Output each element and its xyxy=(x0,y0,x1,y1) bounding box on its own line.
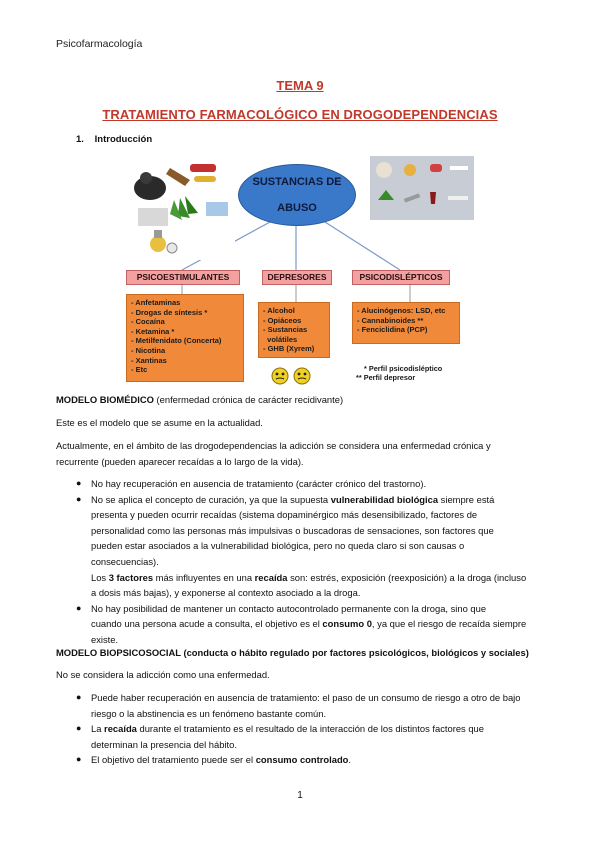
biopsicosocial-paragraph-1: No se considera la adicción como una enfermedad. xyxy=(56,669,270,680)
list-item: - Cannabinoides ** xyxy=(357,315,424,325)
footnote-depresor: ** Perfil depresor xyxy=(356,373,416,382)
list-item: - Drogas de síntesis * xyxy=(131,307,208,317)
text-segment: cuando una persona acude a consulta, el objetivo es el xyxy=(91,618,323,630)
category-psicoestimulantes: PSICOESTIMULANTES xyxy=(126,270,240,285)
list-item: - Alcohol xyxy=(263,306,295,315)
bullet-icon: ● xyxy=(76,723,82,734)
bullet-icon: ● xyxy=(76,493,82,504)
section-label: Introducción xyxy=(94,134,153,145)
box-psicodislepticos xyxy=(352,302,460,344)
text-segment: Los xyxy=(91,571,109,583)
text-line: riesgo o la abstinencia es un fenómeno bastante común. xyxy=(91,707,327,719)
list-item: - Sustancias xyxy=(263,325,308,335)
biomedico-paragraph-2 xyxy=(56,438,491,469)
list-item: - Alucinógenos: LSD, etc xyxy=(357,306,446,315)
list-item: - Opiáceos xyxy=(263,315,302,325)
list-item: - Nicotina xyxy=(131,345,166,355)
substances-diagram xyxy=(120,152,480,388)
text-segment: El objetivo del tratamiento puede ser el xyxy=(91,754,256,766)
text-segment: vulnerabilidad biológica xyxy=(330,493,439,505)
text-segment: consumo 0 xyxy=(322,618,372,630)
box-depresores xyxy=(258,302,330,358)
list-item: - Fenciclidina (PCP) xyxy=(357,325,428,335)
section-number: 1. xyxy=(76,134,84,145)
page-number: 1 xyxy=(297,790,303,801)
heading-rest: (enfermedad crónica de carácter recidivante) xyxy=(153,394,344,405)
list-item: - Xantinas xyxy=(131,355,167,365)
text-segment: . xyxy=(348,754,352,766)
bullet-icon: ● xyxy=(76,602,82,613)
list-item: - Etc xyxy=(131,365,148,375)
heading-bold: MODELO BIOPSICOSOCIAL xyxy=(56,647,181,658)
list-item xyxy=(76,476,546,492)
text-segment: 3 factores xyxy=(108,571,154,583)
bullet-icon: ● xyxy=(76,692,82,702)
text-segment: La xyxy=(91,723,105,735)
text-segment: recaída xyxy=(104,723,137,735)
list-item xyxy=(76,752,546,768)
text-segment: consumo controlado xyxy=(255,754,349,766)
biomedico-bullet-list xyxy=(76,476,546,648)
list-item: - Metilfenidato (Concerta) xyxy=(131,336,222,346)
biopsicosocial-heading xyxy=(56,645,529,661)
drugs-collage-image xyxy=(130,158,235,260)
bullet-text: No hay recuperación en ausencia de tratamiento (carácter crónico del trastorno). xyxy=(91,478,427,489)
center-node: SUSTANCIAS DE ABUSO xyxy=(238,164,356,226)
text-line: Puede haber recuperación en ausencia de tratamiento: el paso de un consumo de riesgo a otro de bajo xyxy=(91,692,521,703)
bullet-icon: ● xyxy=(76,478,82,488)
text-line: pueden estar asociados a la vulnerabilidad biológica, pero no queda claro si son causas o xyxy=(91,540,465,552)
heading-bold: MODELO BIOMÉDICO xyxy=(56,394,154,405)
list-item: - Cocaína xyxy=(131,317,165,327)
list-item xyxy=(76,721,546,752)
text-line: consecuencias). xyxy=(91,555,159,567)
category-psicodislepticos: PSICODISLÉPTICOS xyxy=(352,270,450,285)
list-item: - Ketamina * xyxy=(131,326,175,336)
text-segment: No se aplica el concepto de curación, ya que la supuesta xyxy=(91,493,331,505)
section-heading xyxy=(76,134,152,145)
text-segment: más influyentes en una xyxy=(153,571,255,583)
list-item: volátiles xyxy=(263,334,298,344)
text-line: recurrente (pueden aparecer recaídas a lo largo de la vida). xyxy=(56,455,304,467)
text-segment: siempre está xyxy=(438,493,495,505)
list-item xyxy=(76,601,546,648)
heading-rest: (conducta o hábito regulado por factores psicológicos, biológicos y sociales) xyxy=(180,647,529,658)
chapter-title: TRATAMIENTO FARMACOLÓGICO EN DROGODEPENDENCIAS xyxy=(102,107,498,122)
text-line: personalidad como las personas más impulsivas o buscadoras de sensaciones, son factores que xyxy=(91,524,494,536)
list-item xyxy=(76,690,546,721)
text-line: existe. xyxy=(91,633,119,645)
category-depresores: DEPRESORES xyxy=(262,270,332,285)
text-line: presenta y pueden ocurrir recaídas (sistema dopaminérgico más desensibilizado, factores de xyxy=(91,509,478,521)
biomedico-paragraph-1: Este es el modelo que se asume en la actualidad. xyxy=(56,417,263,428)
biopsicosocial-bullet-list xyxy=(76,690,546,768)
text-segment: recaída xyxy=(254,571,288,583)
text-line: Actualmente, en el ámbito de las drogodependencias la adicción se considera una enfermedad crónica y xyxy=(56,440,491,451)
list-item xyxy=(76,492,546,601)
drugs-photo-grid xyxy=(370,156,474,220)
list-item: - Anfetaminas xyxy=(131,298,181,307)
text-segment: , ya que el riesgo de recaída siempre xyxy=(371,618,527,630)
text-line: No hay posibilidad de mantener un contacto autocontrolado permanente con la droga, sino que xyxy=(91,602,487,614)
chapter-number: TEMA 9 xyxy=(276,78,324,93)
box-psicoestimulantes xyxy=(126,294,244,382)
biomedico-heading xyxy=(56,392,343,408)
text-line: determinan la presencia del hábito. xyxy=(91,738,237,750)
bullet-icon: ● xyxy=(76,754,82,765)
text-segment: durante el tratamiento es el resultado de la interacción de los distintos factores que xyxy=(136,723,484,735)
running-header: Psicofarmacología xyxy=(56,38,143,50)
text-line: a dosis más bajas), y exponerse al contexto asociado a la droga. xyxy=(91,587,361,599)
footnote-psicodisleptico: * Perfil psicodisléptico xyxy=(364,364,443,373)
list-item: - GHB (Xyrem) xyxy=(263,344,315,354)
emoji-faces-image xyxy=(270,366,320,386)
text-segment: son: estrés, exposición (reexposición) a la droga (incluso xyxy=(287,571,527,583)
